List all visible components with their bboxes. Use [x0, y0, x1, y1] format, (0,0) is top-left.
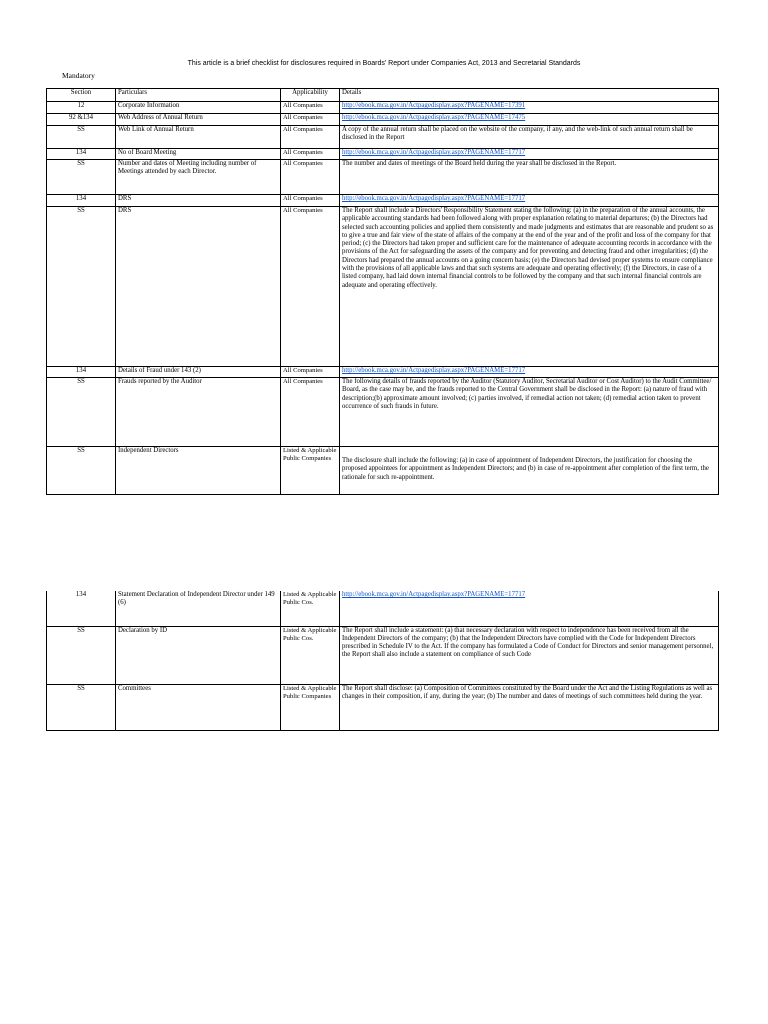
- details-cell: [340, 195, 719, 207]
- header-applicability: Applicability: [281, 89, 340, 102]
- details-cell: The number and dates of meetings of the Board held during the year shall be disclosed in the Report.: [340, 160, 719, 195]
- table-row: [47, 591, 719, 626]
- details-link[interactable]: http://ebook.mca.gov.in/Actpagedisplay.aspx?PAGENAME=17717: [342, 149, 526, 156]
- section-cell: SS: [47, 207, 116, 367]
- details-cell: [340, 102, 719, 114]
- header-details: Details: [340, 89, 719, 102]
- section-cell: 134: [47, 591, 116, 626]
- applicability-cell: Listed & Applicable Public Companies: [281, 447, 340, 495]
- table-row: [47, 684, 719, 730]
- particulars-cell: Web Link of Annual Return: [116, 126, 281, 149]
- details-cell: [340, 149, 719, 160]
- table-row: [47, 102, 719, 114]
- checklist-table-page-2: [46, 591, 719, 731]
- applicability-cell: All Companies: [281, 160, 340, 195]
- table-header-row: [47, 89, 719, 102]
- section-cell: SS: [47, 684, 116, 730]
- section-cell: SS: [47, 447, 116, 495]
- applicability-cell: All Companies: [281, 207, 340, 367]
- details-link[interactable]: http://ebook.mca.gov.in/Actpagedisplay.aspx?PAGENAME=17391: [342, 102, 526, 109]
- applicability-cell: All Companies: [281, 149, 340, 160]
- section-cell: SS: [47, 126, 116, 149]
- table-row: [47, 195, 719, 207]
- mandatory-label: Mandatory: [62, 71, 95, 80]
- checklist-table-page-1: [46, 88, 719, 495]
- particulars-cell: Frauds reported by the Auditor: [116, 378, 281, 447]
- details-cell: [340, 367, 719, 378]
- applicability-cell: All Companies: [281, 367, 340, 378]
- details-text: The disclosure shall include the following: (a) in case of appointment of Independent Directors, the justification for choosing the proposed appointees for appointment as Independent Directors; and (b) in case of re-appointment after completion of the first term, the rationale for such re-appointment.: [342, 457, 709, 481]
- applicability-cell: Listed & Applicable Public Cos.: [281, 591, 340, 626]
- particulars-cell: Details of Fraud under 143 (2): [116, 367, 281, 378]
- details-cell: The Report shall disclose: (a) Composition of Committees constituted by the Board under the Act and the Listing Regulations as well as changes in their composition, if any, during the year; (b) The number and dates of meetings of such committees held during the year.: [340, 684, 719, 730]
- applicability-cell: All Companies: [281, 126, 340, 149]
- applicability-cell: Listed & Applicable Public Companies: [281, 684, 340, 730]
- particulars-cell: DRS: [116, 195, 281, 207]
- details-link[interactable]: http://ebook.mca.gov.in/Actpagedisplay.aspx?PAGENAME=17717: [342, 195, 526, 202]
- applicability-cell: All Companies: [281, 102, 340, 114]
- section-cell: SS: [47, 378, 116, 447]
- document-intro: This article is a brief checklist for disclosures required in Boards' Report under Companies Act, 2013 and Secretarial Standards: [187, 60, 581, 67]
- particulars-cell: Number and dates of Meeting including number of Meetings attended by each Director.: [116, 160, 281, 195]
- particulars-cell: Corporate Information: [116, 102, 281, 114]
- particulars-cell: DRS: [116, 207, 281, 367]
- table-row: [47, 378, 719, 447]
- table-row: [47, 160, 719, 195]
- particulars-cell: Web Address of Annual Return: [116, 114, 281, 126]
- particulars-cell: Committees: [116, 684, 281, 730]
- particulars-cell: No of Board Meeting: [116, 149, 281, 160]
- table-row: [47, 367, 719, 378]
- header-section: Section: [47, 89, 116, 102]
- details-link[interactable]: http://ebook.mca.gov.in/Actpagedisplay.aspx?PAGENAME=17475: [342, 114, 526, 121]
- header-particulars: Particulars: [116, 89, 281, 102]
- section-cell: 134: [47, 149, 116, 160]
- table-row: [47, 114, 719, 126]
- details-cell: [340, 114, 719, 126]
- section-cell: 134: [47, 195, 116, 207]
- particulars-cell: Declaration by ID: [116, 626, 281, 684]
- section-cell: 92 &134: [47, 114, 116, 126]
- details-cell: [340, 591, 719, 626]
- section-cell: 12: [47, 102, 116, 114]
- details-cell: [340, 447, 719, 495]
- details-cell: The following details of frauds reported by the Auditor (Statutory Auditor, Secretarial Auditor or Cost Auditor) to the Audit Committee/ Board, as the case may be, and the frauds reported to the Central Government shall be disclosed in the Report: (a) nature of fraud with description;(b) approximate amount involved; (c) parties involved, if remedial action not taken; (d) remedial action taken to prevent occurrence of such frauds in future.: [340, 378, 719, 447]
- details-link[interactable]: http://ebook.mca.gov.in/Actpagedisplay.aspx?PAGENAME=17717: [342, 591, 526, 598]
- table-row: [47, 207, 719, 367]
- section-cell: SS: [47, 626, 116, 684]
- details-cell: A copy of the annual return shall be placed on the website of the company, if any, and the web-link of such annual return shall be disclosed in the Report: [340, 126, 719, 149]
- section-cell: SS: [47, 160, 116, 195]
- details-link[interactable]: http://ebook.mca.gov.in/Actpagedisplay.aspx?PAGENAME=17717: [342, 367, 526, 374]
- applicability-cell: Listed & Applicable Public Cos.: [281, 626, 340, 684]
- applicability-cell: All Companies: [281, 378, 340, 447]
- particulars-cell: Statement Declaration of Independent Director under 149 (6): [116, 591, 281, 626]
- table-row: [47, 126, 719, 149]
- table-row: [47, 447, 719, 495]
- particulars-cell: Independent Directors: [116, 447, 281, 495]
- table-row: [47, 626, 719, 684]
- applicability-cell: All Companies: [281, 114, 340, 126]
- details-cell: The Report shall include a Directors' Responsibility Statement stating the following: (a) in the preparation of the annual accounts, the applicable accounting standards had been followed along with proper explanation relating to material departures; (b) the Directors had selected such accounting policies and applied them consistently and made judgments and estimates that are reasonable and prudent so as to give a true and fair view of the state of affairs of the company at the end of the year and of the profit and loss of the company for that period; (c) the Directors had taken proper and sufficient care for the maintenance of adequate accounting records in accordance with the provisions of the Act for safeguarding the assets of the company and for preventing and detecting fraud and other irregularities; (d) the Directors had prepared the annual accounts on a going concern basis; (e) the Directors had devised proper systems to ensure compliance with the provisions of all applicable laws and that such systems are adequate and operating effectively; (f) the Directors, in case of a listed company, had laid down internal financial controls to be followed by the company and that such internal financial controls are adequate and operating effectively.: [340, 207, 719, 367]
- details-cell: The Report shall include a statement: (a) that necessary declaration with respect to independence has been received from all the Independent Directors of the company; (b) that the Independent Directors have complied with the Code for Independent Directors prescribed in Schedule IV to the Act. If the company has formulated a Code of Conduct for Directors and senior management personnel, the Report shall also include a statement on compliance of such Code: [340, 626, 719, 684]
- applicability-cell: All Companies: [281, 195, 340, 207]
- table-row: [47, 149, 719, 160]
- section-cell: 134: [47, 367, 116, 378]
